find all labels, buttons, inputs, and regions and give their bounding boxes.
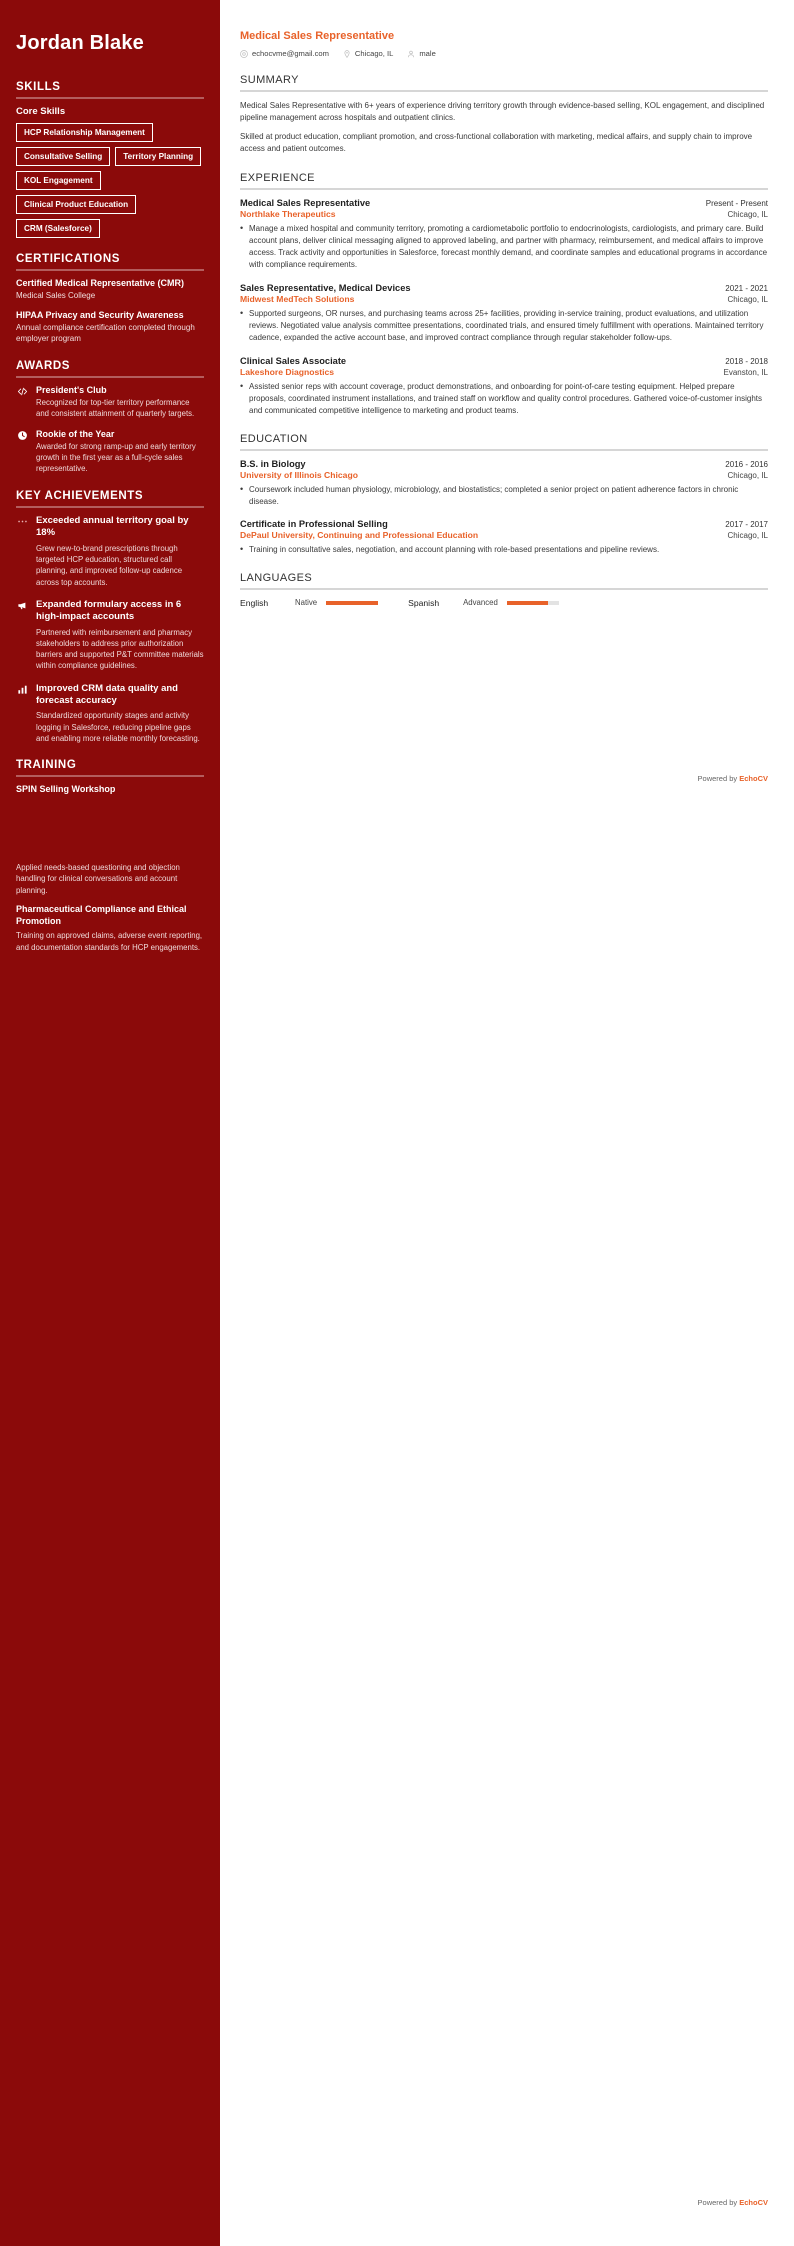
education-school: University of Illinois Chicago	[240, 469, 358, 480]
code-icon	[16, 386, 29, 397]
skill-tag[interactable]: Territory Planning	[115, 147, 201, 166]
experience-list	[240, 198, 768, 417]
education-location: Chicago, IL	[727, 530, 768, 540]
awards-divider	[16, 376, 204, 378]
skill-tag[interactable]: HCP Relationship Management	[16, 123, 153, 142]
training-description: Applied needs-based questioning and objection handling for clinical conversations and account planning.	[16, 863, 180, 895]
section-summary	[240, 74, 768, 156]
education-item	[240, 519, 768, 556]
education-divider	[240, 449, 768, 451]
key-achievement-list	[16, 515, 204, 744]
experience-organization: Northlake Therapeutics	[240, 208, 336, 219]
education-bullet: • Coursework included human physiology, microbiology, and biostatistics; completed a senior project on patient adherence factors in chronic disease.	[240, 484, 768, 508]
education-date: 2016 - 2016	[725, 459, 768, 469]
certification-item	[16, 310, 204, 345]
key-achievements-divider	[16, 506, 204, 508]
experience-title: EXPERIENCE	[240, 171, 315, 184]
experience-date: 2021 - 2021	[725, 283, 768, 293]
person-icon	[407, 50, 415, 58]
summary-divider	[240, 90, 768, 92]
education-list	[240, 459, 768, 556]
language-list	[240, 598, 768, 608]
chart-icon	[16, 684, 29, 695]
experience-bullet: • Manage a mixed hospital and community territory, promoting a cardiometabolic portfolio to endocrinologists, cardiologists, and primary care. Build account plans, deliver clinical messaging aligned to approved labeling, and partner with pharmacy, reimbursement, and medical affairs to improve access. Track activity and opportunities in Salesforce, forecast monthly demand, and coordinate samples and educational programs in accordance with compliance requirements.	[240, 223, 768, 271]
training-spacer	[16, 804, 204, 862]
experience-item	[240, 356, 768, 417]
contact-value: echocvme@gmail.com	[252, 49, 329, 58]
training-item	[16, 904, 204, 953]
experience-location: Chicago, IL	[727, 294, 768, 304]
language-level: Native	[295, 598, 318, 608]
sidebar-section-key-achievements	[16, 490, 204, 744]
sidebar-section-certifications	[16, 253, 204, 345]
contact-item	[407, 49, 435, 58]
experience-item	[240, 283, 768, 344]
email-icon	[240, 50, 248, 58]
summary-body	[240, 100, 768, 156]
education-title: EDUCATION	[240, 432, 308, 445]
footer-prefix-bottom: Powered by	[697, 2198, 740, 2207]
experience-organization: Lakeshore Diagnostics	[240, 366, 335, 377]
key-achievement-title: Improved CRM data quality and forecast accuracy	[36, 682, 178, 707]
award-title: Rookie of the Year	[36, 429, 115, 440]
award-description: Awarded for strong ramp-up and early territory growth in the first year as a full-cycle sales representative.	[36, 442, 196, 474]
training-item	[16, 784, 204, 796]
education-bullet: • Training in consultative sales, negotiation, and account planning with role-based presentations and pipeline reviews.	[240, 544, 768, 556]
training-name: SPIN Selling Workshop	[16, 784, 116, 795]
footer-prefix-top: Powered by	[697, 774, 740, 783]
sidebar-section-awards	[16, 360, 204, 475]
experience-location: Evanston, IL	[723, 367, 768, 377]
certification-name: Certified Medical Representative (CMR)	[16, 278, 185, 289]
experience-date: 2018 - 2018	[725, 356, 768, 366]
section-education	[240, 433, 768, 556]
key-achievement-item	[16, 599, 204, 672]
award-title: President's Club	[36, 384, 107, 395]
ellipsis-icon	[16, 516, 29, 527]
skills-divider	[16, 97, 204, 99]
key-achievement-title: Expanded formulary access in 6 high-impact accounts	[36, 598, 182, 623]
key-achievement-item	[16, 515, 204, 588]
certifications-section-title: CERTIFICATIONS	[16, 253, 121, 266]
summary-paragraph: Medical Sales Representative with 6+ years of experience driving territory growth through evidence-based selling, KOL engagement, and disciplined pipeline management across hospitals and outpatient clinics.	[240, 101, 765, 123]
experience-organization: Midwest MedTech Solutions	[240, 293, 355, 304]
contact-value: male	[419, 49, 436, 58]
education-degree: Certificate in Professional Selling	[240, 518, 388, 529]
footer-brand-bottom: EchoCV	[739, 2198, 768, 2207]
skill-tag[interactable]: Consultative Selling	[16, 147, 110, 166]
education-item	[240, 459, 768, 508]
training-list	[16, 784, 204, 953]
language-item	[240, 598, 378, 608]
experience-bullet: • Assisted senior reps with account coverage, product demonstrations, and onboarding for point-of-care testing equipment. Helped prepare proposals, coordinated instrument installations, and trained staff on workflow and quality control procedures. Gathered voice-of-customer insights and communicated competitive intelligence to marketing and product teams.	[240, 381, 768, 417]
section-languages	[240, 572, 768, 608]
education-location: Chicago, IL	[727, 470, 768, 480]
education-school: DePaul University, Continuing and Professional Education	[240, 529, 479, 540]
skill-tag[interactable]: CRM (Salesforce)	[16, 219, 100, 238]
key-achievement-description: Partnered with reimbursement and pharmacy stakeholders to address prior authorization barriers and supported P&T committee materials within compliance guidelines.	[36, 627, 204, 671]
contact-item	[240, 49, 329, 58]
experience-location: Chicago, IL	[727, 209, 768, 219]
key-achievement-item	[16, 683, 204, 745]
footer-powered-by-bottom	[698, 2198, 768, 2207]
training-section-title: TRAINING	[16, 759, 77, 772]
key-achievements-section-title: KEY ACHIEVEMENTS	[16, 490, 144, 502]
training-description: Training on approved claims, adverse event reporting, and documentation standards for HCP engagements.	[16, 931, 203, 952]
certifications-divider	[16, 269, 204, 271]
skill-tag[interactable]: Clinical Product Education	[16, 195, 136, 214]
footer-powered-by-top	[698, 774, 768, 783]
headline: Medical Sales Representative	[240, 30, 395, 42]
certification-name: HIPAA Privacy and Security Awareness	[16, 310, 184, 321]
contact-item	[343, 49, 393, 58]
section-experience	[240, 172, 768, 417]
sidebar-section-training	[16, 759, 204, 953]
experience-role: Clinical Sales Associate	[240, 355, 347, 366]
candidate-name: Jordan Blake	[16, 32, 145, 54]
experience-role: Sales Representative, Medical Devices	[240, 282, 411, 293]
key-achievement-description: Grew new-to-brand prescriptions through targeted HCP education, structured call planning, and improved follow-up cadence across top accounts.	[36, 543, 183, 587]
skills-subhead: Core Skills	[16, 106, 66, 117]
language-name: English	[240, 597, 269, 608]
sidebar-section-skills	[16, 81, 204, 238]
experience-bullets	[240, 223, 768, 271]
skill-tag-list	[16, 123, 204, 238]
certification-list	[16, 278, 204, 345]
key-achievement-title: Exceeded annual territory goal by 18%	[36, 515, 189, 539]
skill-tag[interactable]: KOL Engagement	[16, 171, 101, 190]
experience-role: Medical Sales Representative	[240, 197, 371, 208]
sidebar	[0, 0, 220, 2246]
experience-date: Present - Present	[705, 198, 768, 208]
main-column	[220, 0, 794, 2246]
experience-bullets	[240, 381, 768, 417]
education-degree: B.S. in Biology	[240, 458, 306, 469]
award-list	[16, 385, 204, 475]
education-bullets	[240, 544, 768, 556]
languages-divider	[240, 588, 768, 590]
certification-item	[16, 278, 204, 302]
location-icon	[343, 50, 351, 58]
experience-bullets	[240, 308, 768, 344]
experience-item	[240, 198, 768, 271]
footer-brand-top: EchoCV	[739, 774, 768, 783]
certification-issuer: Annual compliance certification completed through employer program	[16, 323, 195, 344]
contact-value: Chicago, IL	[354, 49, 394, 58]
megaphone-icon	[16, 600, 29, 611]
language-progress-bar	[507, 601, 559, 605]
skills-section-title: SKILLS	[16, 81, 61, 93]
awards-section-title: AWARDS	[16, 359, 71, 372]
language-item	[408, 598, 559, 608]
language-level: Advanced	[463, 598, 498, 608]
summary-paragraph: Skilled at product education, compliant promotion, and cross-functional collaboration with marketing, medical affairs, and supply chain to improve access and patient outcomes.	[240, 131, 753, 154]
experience-divider	[240, 188, 768, 190]
experience-bullet: • Supported surgeons, OR nurses, and purchasing teams across 25+ facilities, providing in-service training, product evaluations, and utilization reviews. Negotiated value analysis committee presentations, coordinated trials, and ensured timely fulfillment with operations. Maintained territory cadence, expanded the active account base, and improved contract compliance through regular stakeholder follow-ups.	[240, 308, 768, 344]
training-name: Pharmaceutical Compliance and Ethical Promotion	[16, 903, 187, 926]
certification-issuer: Medical Sales College	[16, 291, 96, 301]
contact-row	[240, 49, 768, 58]
key-achievement-description: Standardized opportunity stages and activity logging in Salesforce, reducing pipeline gaps and enabling more reliable monthly forecasting.	[36, 711, 200, 744]
award-description: Recognized for top-tier territory performance and consistent attainment of quarterly targets.	[36, 398, 195, 419]
language-name: Spanish	[408, 597, 440, 608]
clock-icon	[16, 430, 29, 441]
education-date: 2017 - 2017	[725, 519, 768, 529]
language-progress-bar	[326, 601, 378, 605]
training-item	[16, 862, 204, 896]
languages-title: LANGUAGES	[240, 571, 313, 584]
education-bullets	[240, 484, 768, 508]
award-item	[16, 429, 204, 475]
award-item	[16, 385, 204, 420]
training-divider	[16, 775, 204, 777]
summary-title: SUMMARY	[240, 74, 299, 86]
